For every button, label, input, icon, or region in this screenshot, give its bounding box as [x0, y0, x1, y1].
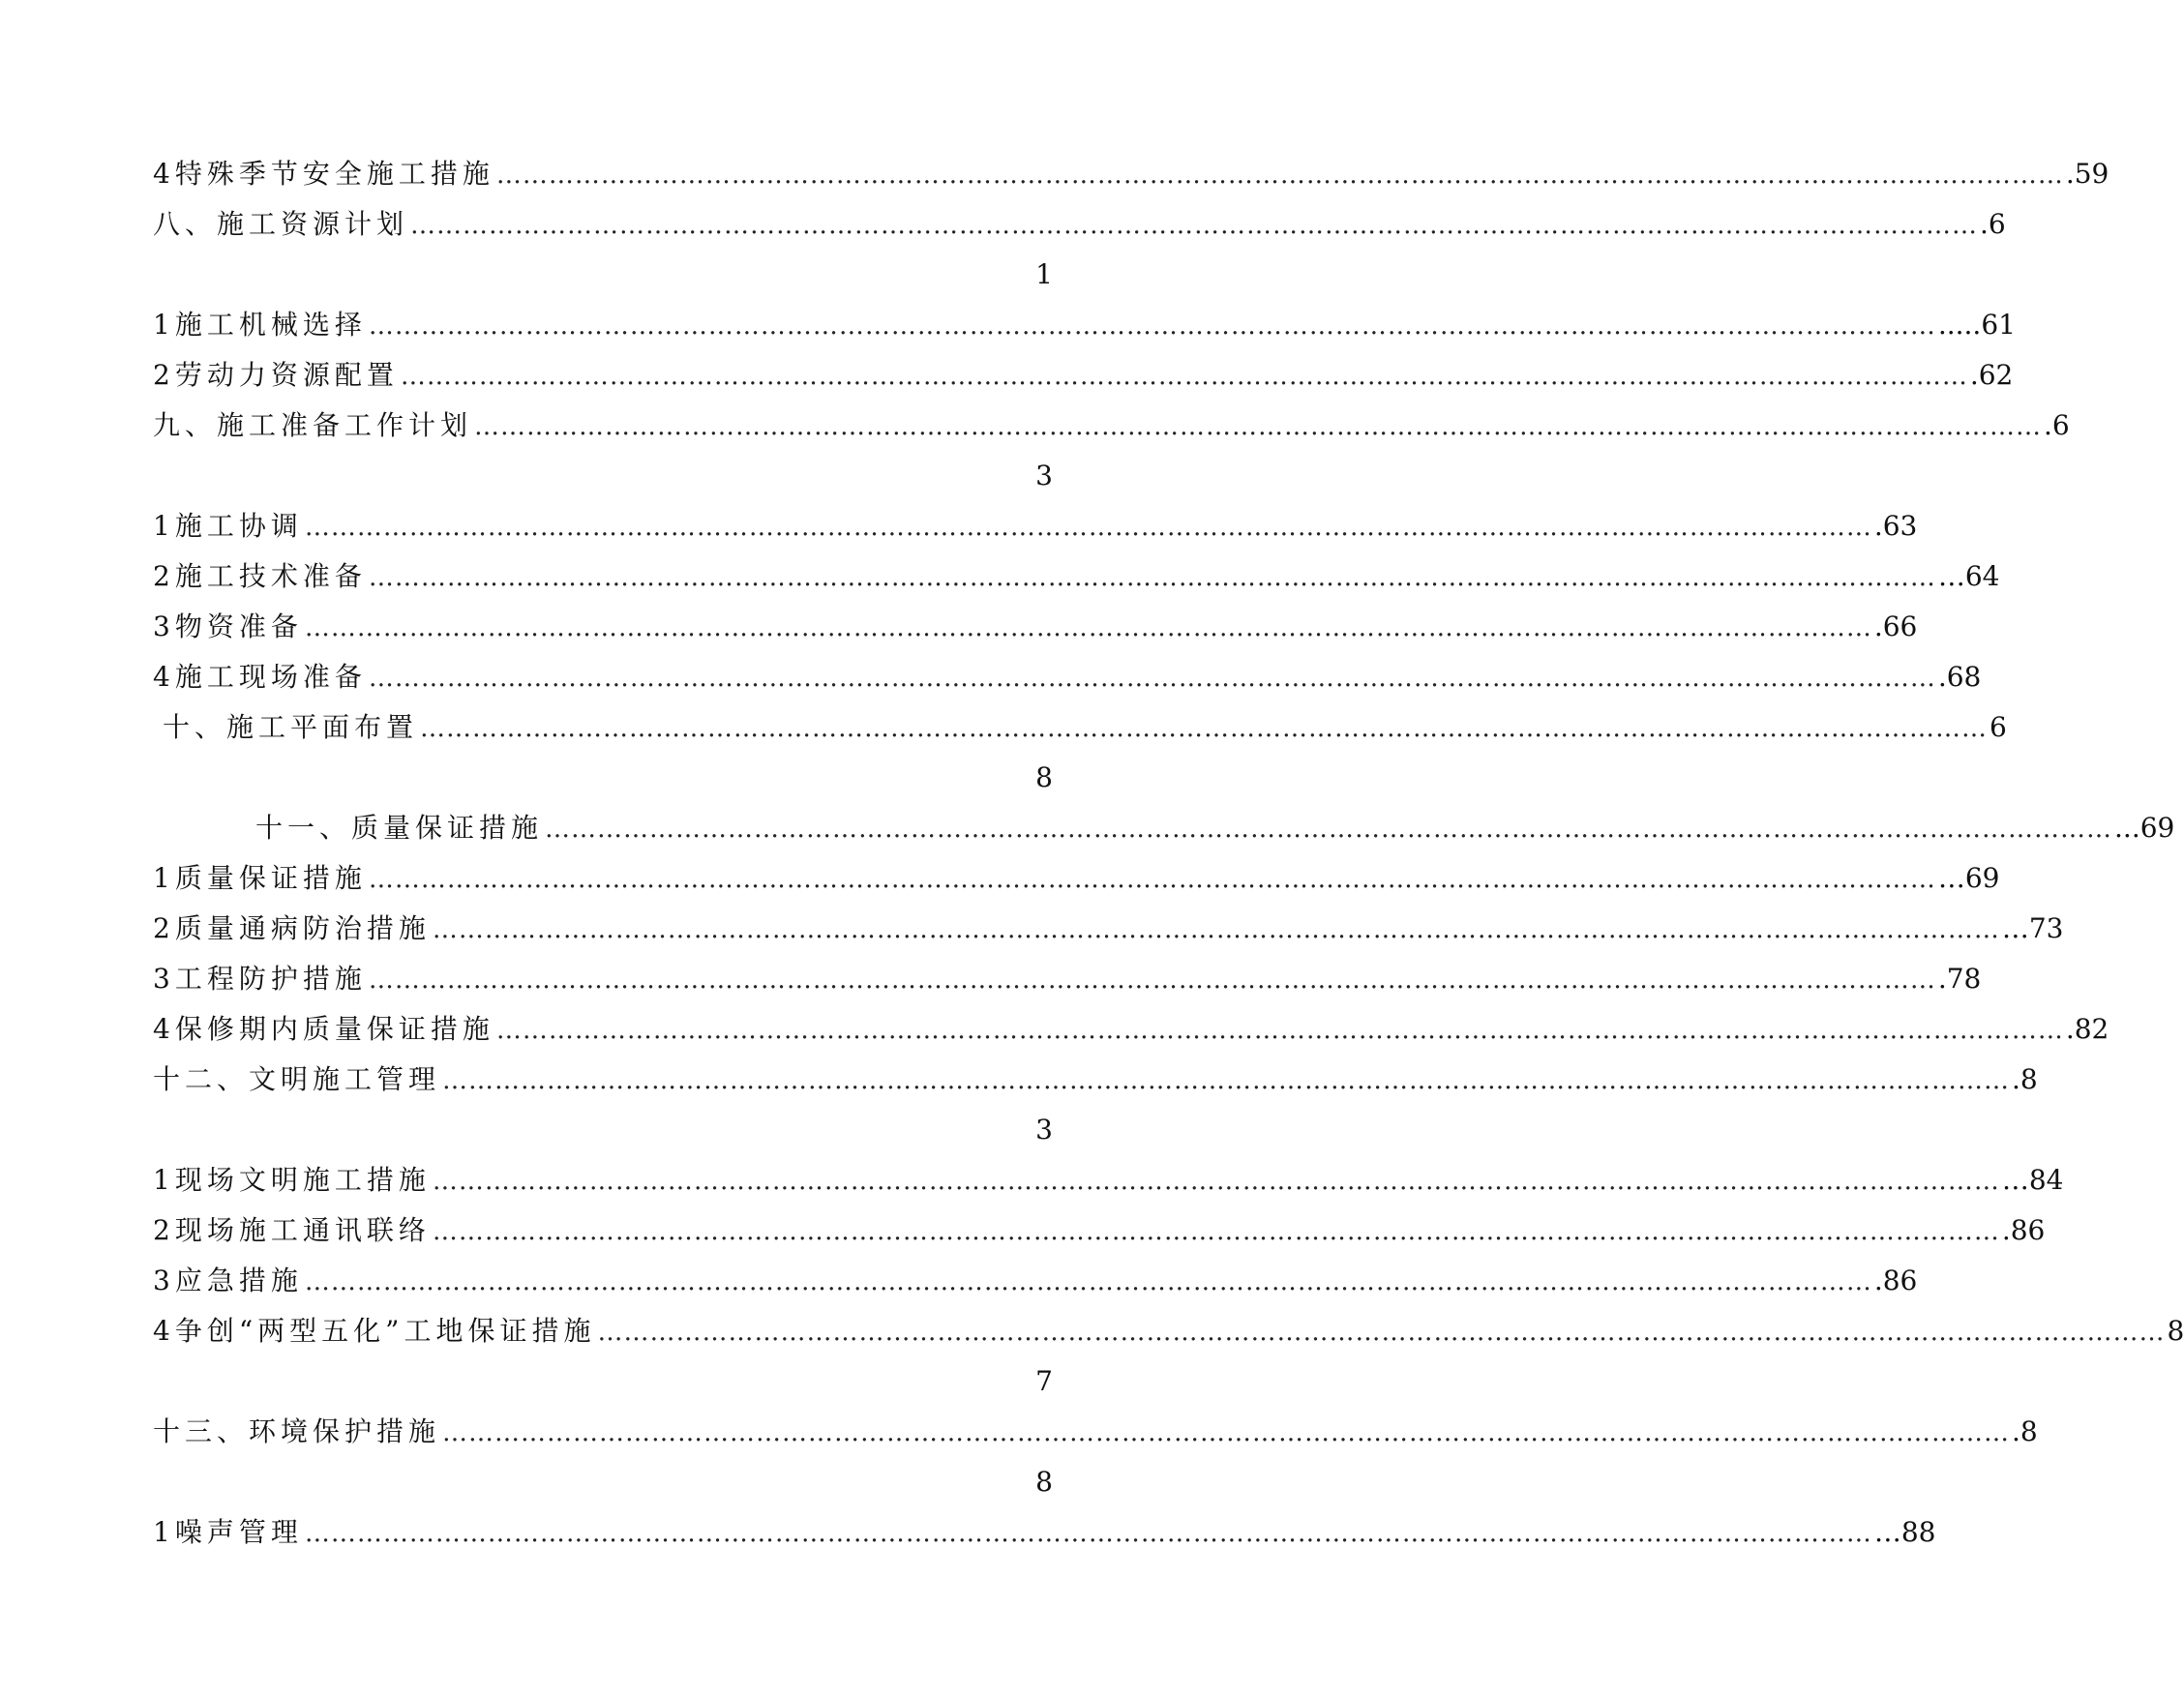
toc-entry-title: 4争创“两型五化”工地保证措施 [153, 1315, 596, 1347]
toc-entry-title: 十一、质量保证措施 [255, 812, 544, 844]
toc-entry-page: .68 [1937, 661, 1982, 693]
toc-entry-title: 1噪声管理 [153, 1516, 303, 1548]
toc-leader-dots: ……………………………………………………………………………………………………………………………………………………………… [432, 915, 2000, 944]
toc-entry-page-continuation: 3 [1035, 1114, 1053, 1146]
toc-entry-title: 1现场文明施工措施 [153, 1164, 431, 1196]
toc-leader-dots: ……………………………………………………………………………………………………………………………………………………………… [368, 966, 1936, 995]
toc-entry-row [153, 954, 1982, 1005]
toc-entry-title: 十、施工平面布置 [163, 711, 419, 743]
toc-leader-dots: ……………………………………………………………………………………………………………………………………………………………… [368, 312, 1936, 341]
toc-entry[interactable] [153, 904, 2064, 954]
toc-leader-dots: ……………………………………………………………………………………………………………………………………………………………… [410, 211, 1979, 240]
toc-entry-title: 十三、环境保护措施 [153, 1415, 441, 1447]
toc-leader-dots: ……………………………………………………………………………………………………………………………………………………………… [304, 513, 1872, 542]
toc-entry[interactable] [153, 954, 1982, 1004]
toc-entry-title: 4施工现场准备 [153, 661, 367, 693]
toc-leader-dots: ……………………………………………………………………………………………………………………………………………………………… [442, 1418, 2011, 1447]
toc-leader-dots: ……………………………………………………………………………………………………………………………………………………………… [304, 613, 1872, 642]
toc-entry[interactable] [153, 1206, 2046, 1256]
toc-entry[interactable] [153, 652, 1982, 702]
toc-leader-dots: ……………………………………………………………………………………………………………………………………………………………… [442, 1066, 2011, 1095]
toc-entry-page: .66 [1873, 610, 1918, 642]
toc-entry-page: …84 [2001, 1164, 2064, 1196]
toc-entry-row [153, 501, 1918, 552]
toc-entry-row [153, 602, 1918, 653]
toc-entry-page: 6 [1990, 711, 2007, 743]
toc-entry-row [153, 149, 2109, 200]
toc-entry-row [153, 1206, 2046, 1257]
toc-leader-dots: ……………………………………………………………………………………………………………………………………………………………… [420, 714, 1989, 743]
toc-entry-row [153, 199, 2006, 251]
toc-entry-row [153, 1256, 1918, 1307]
toc-entry-row [153, 551, 2000, 603]
toc-entry-title: 3物资准备 [153, 610, 303, 642]
toc-entry-title: 九、施工准备工作计划 [153, 409, 473, 441]
toc-entry[interactable] [153, 1055, 2038, 1105]
toc-entry-page: .78 [1937, 963, 1982, 995]
toc-entry[interactable] [153, 1004, 2109, 1055]
toc-entry[interactable] [153, 1306, 2184, 1356]
toc-leader-dots: ……………………………………………………………………………………………………………………………………………………………… [432, 1167, 2000, 1196]
toc-entry-page: .....61 [1937, 309, 2016, 341]
toc-entry[interactable] [153, 300, 2016, 350]
toc-entry[interactable] [153, 551, 2000, 602]
toc-entry-page: .62 [1969, 359, 2014, 391]
toc-leader-dots: ……………………………………………………………………………………………………………………………………………………………… [368, 865, 1936, 894]
toc-entry-page: …73 [2001, 912, 2064, 944]
toc-entry-row [163, 702, 2007, 754]
toc-entry-row [153, 1004, 2109, 1056]
toc-entry-page-continuation: 7 [1035, 1365, 1053, 1397]
toc-leader-dots: ……………………………………………………………………………………………………………………………………………………………… [474, 412, 2043, 441]
toc-entry-row [255, 803, 2175, 854]
toc-entry[interactable] [153, 501, 1918, 551]
toc-entry-row [153, 1306, 2184, 1357]
toc-entry-page: 8 [2167, 1315, 2184, 1347]
toc-entry-row [153, 1407, 2038, 1458]
toc-entry-title: 1施工机械选择 [153, 309, 367, 341]
toc-entry-page-continuation: 1 [1035, 258, 1053, 290]
toc-entry-page-continuation: 3 [1035, 460, 1053, 491]
toc-entry-title: 1质量保证措施 [153, 862, 367, 894]
toc-entry[interactable] [153, 853, 2000, 904]
toc-entry-row [153, 904, 2064, 955]
toc-entry-title: 3工程防护措施 [153, 963, 367, 995]
toc-entry-title: 2劳动力资源配置 [153, 359, 399, 391]
toc-entry-page: .82 [2065, 1013, 2109, 1045]
toc-entry-page: .63 [1873, 510, 1918, 542]
toc-entry-title: 十二、文明施工管理 [153, 1063, 441, 1095]
toc-entry[interactable] [153, 1507, 1936, 1558]
toc-entry-page: …69 [1937, 862, 2000, 894]
toc-entry[interactable] [153, 149, 2109, 199]
toc-entry[interactable] [153, 803, 2175, 853]
toc-entry-page: .6 [1980, 208, 2006, 240]
toc-entry-row [153, 1507, 1936, 1559]
toc-leader-dots: ……………………………………………………………………………………………………………………………………………………………… [432, 1217, 2000, 1246]
toc-entry[interactable] [153, 350, 2014, 401]
toc-leader-dots: ……………………………………………………………………………………………………………………………………………………………… [495, 161, 2064, 190]
toc-entry-row [153, 1155, 2064, 1206]
toc-entry-page: .86 [2001, 1214, 2046, 1246]
table-of-contents [153, 149, 2184, 1558]
toc-entry-title: 2施工技术准备 [153, 560, 367, 592]
toc-entry[interactable] [153, 602, 1918, 652]
toc-entry-row [153, 1055, 2038, 1106]
toc-entry-page: …88 [1873, 1516, 1936, 1548]
toc-entry-row [153, 300, 2016, 351]
toc-leader-dots: ……………………………………………………………………………………………………………………………………………………………… [597, 1318, 2166, 1347]
toc-entry[interactable] [153, 702, 2007, 753]
toc-entry-title: 3应急措施 [153, 1265, 303, 1296]
toc-entry[interactable] [153, 199, 2006, 250]
toc-entry-page: …64 [1937, 560, 2000, 592]
toc-entry-row [153, 350, 2014, 402]
toc-leader-dots: ……………………………………………………………………………………………………………………………………………………………… [304, 1267, 1872, 1296]
toc-leader-dots: ……………………………………………………………………………………………………………………………………………………………… [304, 1519, 1872, 1548]
toc-entry-row [153, 853, 2000, 905]
toc-entry-page: .86 [1873, 1265, 1918, 1296]
toc-entry-title: 1施工协调 [153, 510, 303, 542]
toc-entry-title: 2现场施工通讯联络 [153, 1214, 431, 1246]
toc-leader-dots: ……………………………………………………………………………………………………………………………………………………………… [368, 563, 1936, 592]
toc-entry[interactable] [153, 1407, 2038, 1457]
toc-entry-page-continuation: 8 [1035, 1466, 1053, 1498]
toc-leader-dots: ……………………………………………………………………………………………………………………………………………………………… [368, 664, 1936, 693]
toc-entry-title: 4特殊季节安全施工措施 [153, 158, 494, 190]
toc-entry-title: 八、施工资源计划 [153, 208, 409, 240]
toc-entry-page-continuation: 8 [1035, 761, 1053, 793]
toc-entry[interactable] [153, 1256, 1918, 1306]
toc-entry-page: ...69 [2114, 812, 2175, 844]
toc-entry[interactable] [153, 1155, 2064, 1206]
toc-entry-page: .6 [2044, 409, 2070, 441]
toc-entry-row [153, 401, 2070, 452]
toc-leader-dots: ……………………………………………………………………………………………………………………………………………………………… [400, 362, 1968, 391]
toc-entry-page: .8 [2012, 1063, 2038, 1095]
toc-entry[interactable] [153, 401, 2070, 451]
toc-leader-dots: ……………………………………………………………………………………………………………………………………………………………… [545, 815, 2113, 844]
toc-entry-page: .59 [2065, 158, 2109, 190]
toc-leader-dots: ……………………………………………………………………………………………………………………………………………………………… [495, 1016, 2064, 1045]
toc-entry-row [153, 652, 1982, 703]
toc-entry-page: .8 [2012, 1415, 2038, 1447]
toc-entry-title: 2质量通病防治措施 [153, 912, 431, 944]
toc-entry-title: 4保修期内质量保证措施 [153, 1013, 494, 1045]
